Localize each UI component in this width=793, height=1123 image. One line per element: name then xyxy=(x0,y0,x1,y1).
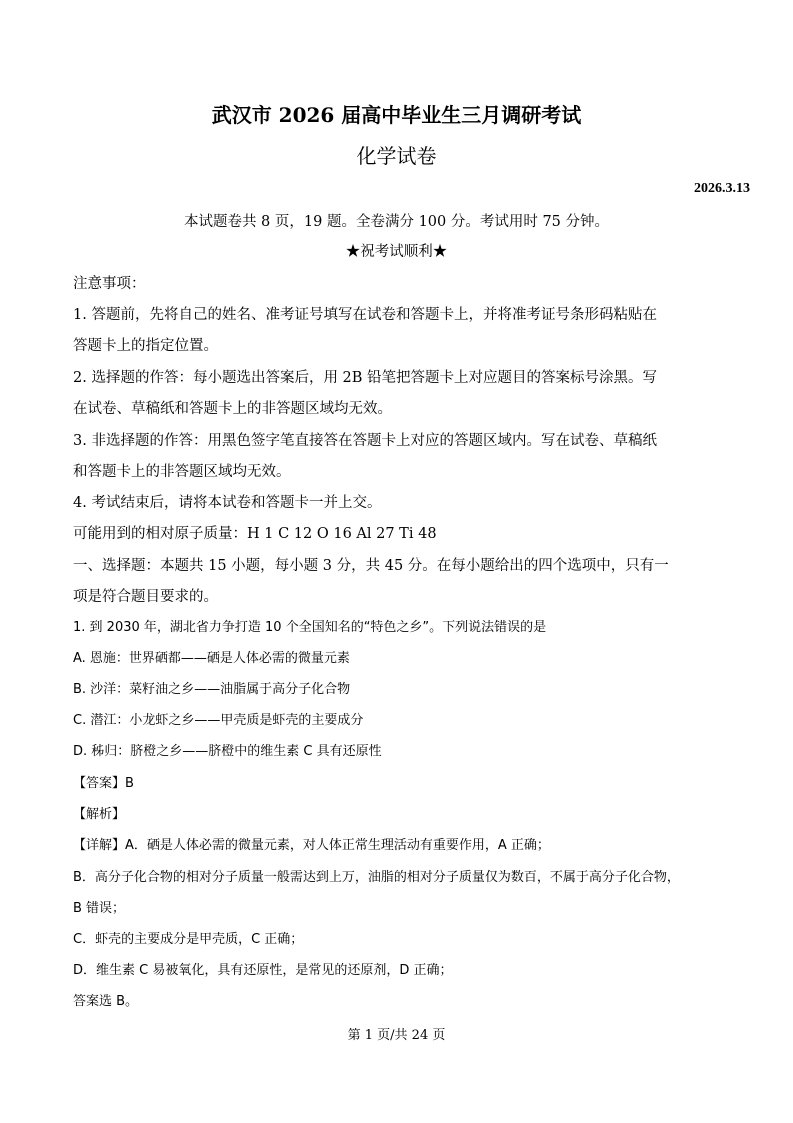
note-line: 答题卡上的指定位置。 xyxy=(73,338,218,354)
detail-line: B 错误； xyxy=(73,901,126,916)
question-stem: 1. 到 2030 年，湖北省力争打造 10 个全国知名的“特色之乡”。下列说法错误的是 xyxy=(73,620,547,635)
good-luck-line: ★祝考试顺利★ xyxy=(345,244,448,260)
detail-line: C．虾壳的主要成分是甲壳质，C 正确； xyxy=(73,932,304,947)
option-a: A. 恩施：世界硒都——硒是人体必需的微量元素 xyxy=(73,651,350,666)
atomic-masses: 可能用到的相对原子质量：H 1 C 12 O 16 Al 27 Ti 48 xyxy=(73,526,437,542)
page-footer: 第 1 页/共 24 页 xyxy=(347,1028,446,1043)
answer-label: 【答案】B xyxy=(73,776,134,791)
detail-line: 答案选 B。 xyxy=(73,994,139,1009)
option-d: D. 秭归：脐橙之乡——脐橙中的维生素 C 具有还原性 xyxy=(73,744,382,759)
exam-title: 武汉市 2026 届高中毕业生三月调研考试 xyxy=(211,103,582,127)
note-line: 1. 答题前，先将自己的姓名、准考证号填写在试卷和答题卡上，并将准考证号条形码粘贴在 xyxy=(73,307,657,323)
note-line: 3. 非选择题的作答：用黑色签字笔直接答在答题卡上对应的答题区域内。写在试卷、草稿纸 xyxy=(73,433,657,449)
detail-line: B．高分子化合物的相对分子质量一般需达到上万，油脂的相对分子质量仅为数百，不属于高分子化合物， xyxy=(73,870,680,885)
notes-heading: 注意事项： xyxy=(73,276,146,292)
detail-line: 【详解】A．硒是人体必需的微量元素，对人体正常生理活动有重要作用，A 正确； xyxy=(73,838,550,853)
exam-date: 2026.3.13 xyxy=(694,181,750,196)
note-line: 在试卷、草稿纸和答题卡上的非答题区域均无效。 xyxy=(73,401,392,417)
option-b: B. 沙洋：菜籽油之乡——油脂属于高分子化合物 xyxy=(73,682,351,697)
intro-line: 本试题卷共 8 页，19 题。全卷满分 100 分。考试用时 75 分钟。 xyxy=(183,214,610,230)
detail-line: D．维生素 C 易被氧化，具有还原性，是常见的还原剂，D 正确； xyxy=(73,963,453,978)
option-c: C. 潜江：小龙虾之乡——甲壳质是虾壳的主要成分 xyxy=(73,713,364,728)
analysis-label: 【解析】 xyxy=(73,807,126,822)
note-line: 和答题卡上的非答题区域均无效。 xyxy=(73,464,291,480)
section-heading-cont: 项是符合题目要求的。 xyxy=(73,589,218,605)
note-line: 2. 选择题的作答：每小题选出答案后，用 2B 铅笔把答题卡上对应题目的答案标号涂黑。写 xyxy=(73,370,658,386)
section-heading: 一、选择题：本题共 15 小题，每小题 3 分，共 45 分。在每小题给出的四个选项中，只有一 xyxy=(73,558,669,574)
note-line: 4. 考试结束后，请将本试卷和答题卡一并上交。 xyxy=(73,495,382,511)
exam-subtitle: 化学试卷 xyxy=(356,144,437,168)
